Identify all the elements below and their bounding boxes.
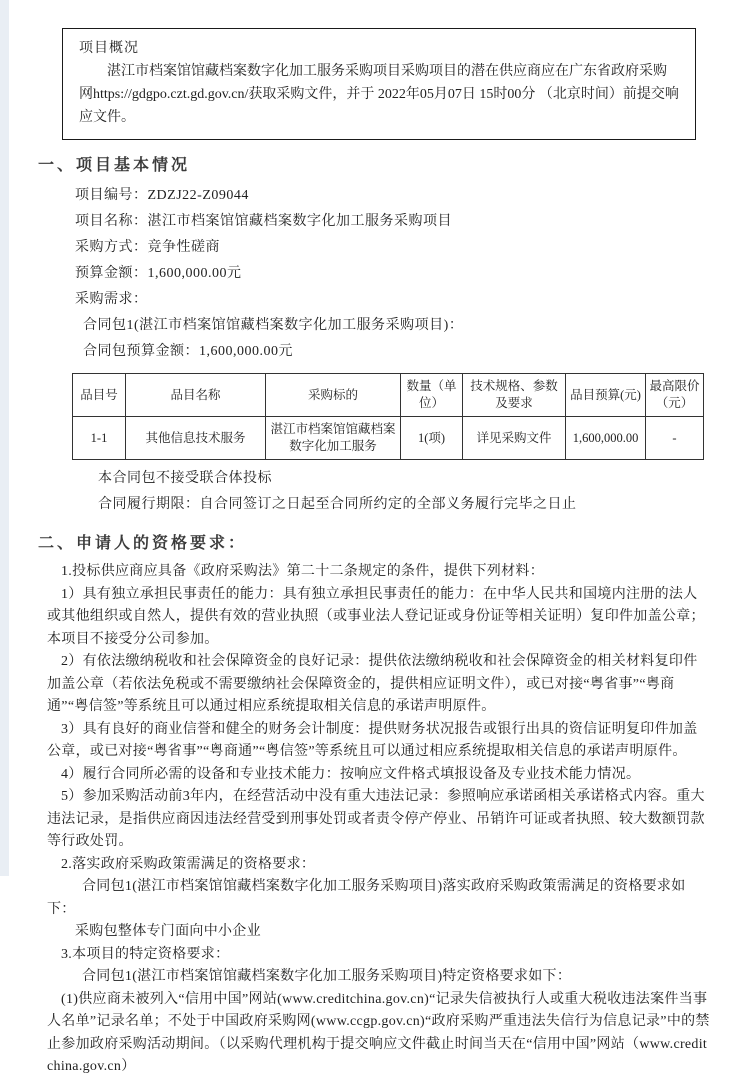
- requirement-paragraph-3-credit: (1)供应商未被列入“信用中国”网站(www.creditchina.gov.cn)“记录失信被执行人或重大税收违法案件当事人名单”记录名单；不处于中国政府采购网(www.ccgp.gov.cn)“政府采购严重违法失信行为信息记录”中的禁止参加政府采购活动期间。（以采购代理机构于提交响应文件截止时间当天在“信用中国”网站（www.creditchina.gov.cn）: [47, 991, 710, 1074]
- qualification-requirements: [38, 561, 710, 1079]
- cell-budget: 1,600,000.00: [566, 417, 646, 460]
- col-header-max-price: 最高限价（元）: [646, 374, 704, 417]
- field-project-number: 项目编号：ZDZJ22-Z09044: [75, 188, 249, 203]
- table-row: [73, 417, 704, 460]
- cell-specs: 详见采购文件: [463, 417, 566, 460]
- package-notes: [38, 466, 710, 518]
- section-2-heading: 二、申请人的资格要求：: [38, 535, 248, 552]
- requirement-paragraph-1: 1.投标供应商应具备《政府采购法》第二十二条规定的条件，提供下列材料：: [61, 564, 544, 579]
- project-fields: [38, 183, 710, 313]
- note-no-consortium: 本合同包不接受联合体投标: [98, 471, 272, 486]
- page-edge-strip: [0, 0, 9, 876]
- col-header-specs: 技术规格、参数及要求: [463, 374, 566, 417]
- overview-text: 湛江市档案馆馆藏档案数字化加工服务采购项目采购项目的潜在供应商应在广东省政府采购网https://gdgpo.czt.gd.gov.cn/获取采购文件，并于 2022年05月07日 15时00分 （北京时间）前提交响应文件。: [79, 64, 679, 125]
- requirement-paragraph-2: 2.落实政府采购政策需满足的资格要求：: [61, 856, 316, 872]
- col-header-item-no: 品目号: [73, 374, 126, 417]
- requirement-paragraph-1-4: 4）履行合同所必需的设备和专业技术能力：按响应文件格式填报设备及专业技术能力情况。: [61, 766, 641, 782]
- requirement-paragraph-2-sme: 采购包整体专门面向中小企业: [75, 924, 261, 939]
- requirement-paragraph-1-1: 1）具有独立承担民事责任的能力：具有独立承担民事责任的能力：在中华人民共和国境内注册的法人或其他组织或自然人，提供有效的营业执照（或事业法人登记证或身份证等相关证明）复印件加盖公章；本项目不接受分公司参加。: [47, 586, 705, 647]
- cell-item-name: 其他信息技术服务: [126, 417, 266, 460]
- col-header-quantity: 数量（单位）: [401, 374, 463, 417]
- contract-package-lines: [38, 313, 710, 365]
- col-header-item-name: 品目名称: [126, 374, 266, 417]
- requirement-paragraph-3: 3.本项目的特定资格要求：: [61, 946, 230, 962]
- field-procurement-method: 采购方式：竞争性磋商: [75, 240, 220, 255]
- table-header-row: [73, 374, 704, 417]
- col-header-budget: 品目预算(元): [566, 374, 646, 417]
- field-procurement-demand: 采购需求：: [75, 292, 148, 307]
- requirement-paragraph-1-5: 5）参加采购活动前3年内，在经营活动中没有重大违法记录：参照响应承诺函相关承诺格式内容。重大违法记录，是指供应商因违法经营受到刑事处罚或者责令停产停业、吊销许可证或者执照、较大数额罚款等行政处罚。: [47, 789, 705, 849]
- requirement-paragraph-2-package: 合同包1(湛江市档案馆馆藏档案数字化加工服务采购项目)落实政府采购政策需满足的资格要求如下：: [47, 879, 686, 917]
- items-table: [72, 373, 704, 460]
- requirement-paragraph-1-2: 2）有依法缴纳税收和社会保障资金的良好记录：提供依法缴纳税收和社会保障资金的相关材料复印件加盖公章（若依法免税或不需要缴纳社会保障资金的，提供相应证明文件），或已对接“粤省事”“粤商通”“粤信签”等系统且可以通过相应系统提取相关信息的承诺声明原件。: [47, 654, 698, 714]
- section-1-heading: 一、项目基本情况: [38, 157, 191, 174]
- project-overview-box: [62, 28, 696, 140]
- cell-item-no: 1-1: [73, 417, 126, 460]
- overview-title: 项目概况: [79, 41, 139, 56]
- cell-max-price: -: [646, 417, 704, 460]
- package-title-line: 合同包1(湛江市档案馆馆藏档案数字化加工服务采购项目)：: [83, 318, 464, 333]
- cell-subject: 湛江市档案馆馆藏档案数字化加工服务: [266, 417, 401, 460]
- field-budget-amount: 预算金额：1,600,000.00元: [75, 266, 242, 281]
- requirement-paragraph-1-3: 3）具有良好的商业信誉和健全的财务会计制度：提供财务状况报告或银行出具的资信证明复印件加盖公章，或已对接“粤省事”“粤商通”“粤信签”等系统且可以通过相应系统提取相关信息的承诺声明原件。: [47, 721, 698, 759]
- requirement-paragraph-3-package: 合同包1(湛江市档案馆馆藏档案数字化加工服务采购项目)特定资格要求如下：: [82, 969, 572, 984]
- cell-quantity: 1(项): [401, 417, 463, 460]
- package-budget-line: 合同包预算金额：1,600,000.00元: [83, 344, 293, 359]
- col-header-subject: 采购标的: [266, 374, 401, 417]
- field-project-name: 项目名称：湛江市档案馆馆藏档案数字化加工服务采购项目: [75, 214, 452, 229]
- note-contract-period: 合同履行期限：自合同签订之日起至合同所约定的全部义务履行完毕之日止: [98, 497, 577, 512]
